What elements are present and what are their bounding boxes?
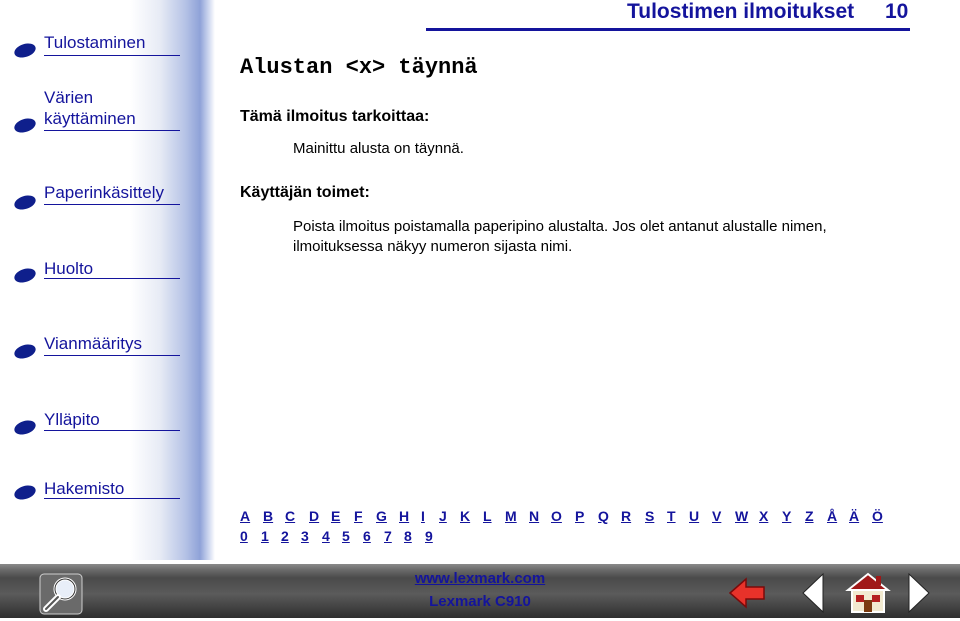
bullet-icon — [13, 116, 38, 135]
index-digit-link[interactable]: 5 — [342, 528, 350, 544]
website-link[interactable]: www.lexmark.com — [414, 570, 546, 587]
bullet-icon — [13, 266, 38, 285]
sidebar-item-underline — [44, 278, 180, 279]
index-letter-link[interactable]: F — [354, 508, 363, 524]
index-letter-link[interactable]: E — [331, 508, 341, 524]
sidebar-item-label: Värien — [44, 88, 94, 107]
index-digits — [240, 528, 460, 548]
sidebar — [0, 0, 215, 560]
sidebar-item-label: Tulostaminen — [44, 33, 146, 52]
index-letter-link[interactable]: Z — [805, 508, 814, 524]
index-digit-link[interactable]: 8 — [404, 528, 412, 544]
index-letter-link[interactable]: S — [645, 508, 655, 524]
index-letter-link[interactable]: Ä — [849, 508, 860, 524]
bullet-icon — [13, 418, 38, 437]
sidebar-item-tulostaminen[interactable] — [0, 30, 185, 70]
header-divider — [426, 28, 910, 31]
action-text-line1: Poista ilmoitus poistamalla paperipino alustalta. Jos olet antanut alustalle nimen, — [293, 218, 827, 235]
sidebar-item-paperinkasittely[interactable] — [0, 180, 185, 220]
sidebar-item-label: Hakemisto — [44, 479, 125, 498]
sidebar-item-vianmaaritys[interactable] — [0, 331, 185, 371]
index-letter-link[interactable]: K — [460, 508, 471, 524]
meaning-heading: Tämä ilmoitus tarkoittaa: — [240, 108, 430, 125]
product-name: Lexmark C910 — [429, 593, 531, 610]
footer-bar — [0, 564, 960, 618]
home-icon[interactable] — [844, 570, 892, 616]
sidebar-item-underline — [44, 430, 180, 431]
index-letter-link[interactable]: Y — [782, 508, 792, 524]
index-letter-link[interactable]: M — [505, 508, 517, 524]
sidebar-item-label: Ylläpito — [44, 410, 100, 429]
sidebar-item-huolto[interactable] — [0, 256, 185, 296]
chapter-title: Tulostimen ilmoitukset — [627, 0, 855, 23]
sidebar-item-yllapito[interactable] — [0, 407, 185, 447]
next-page-icon[interactable] — [907, 572, 931, 614]
bullet-icon — [13, 483, 38, 502]
sidebar-item-label: Vianmääritys — [44, 334, 142, 353]
index-letter-link[interactable]: R — [621, 508, 632, 524]
sidebar-item-underline — [44, 55, 180, 56]
index-letter-link[interactable]: I — [421, 508, 425, 524]
meaning-text: Mainittu alusta on täynnä. — [293, 140, 464, 157]
index-letter-link[interactable]: G — [376, 508, 387, 524]
sidebar-item-label: Huolto — [44, 259, 94, 278]
index-letter-link[interactable]: B — [263, 508, 274, 524]
index-digit-link[interactable]: 1 — [261, 528, 269, 544]
index-digit-link[interactable]: 6 — [363, 528, 371, 544]
index-letters — [240, 508, 890, 528]
bullet-icon — [13, 342, 38, 361]
index-digit-link[interactable]: 2 — [281, 528, 289, 544]
index-letter-link[interactable]: T — [667, 508, 676, 524]
page-number: 10 — [885, 0, 909, 23]
index-letter-link[interactable]: W — [735, 508, 749, 524]
previous-page-icon[interactable] — [801, 572, 825, 614]
index-digit-link[interactable]: 7 — [384, 528, 392, 544]
sidebar-item-underline — [44, 355, 180, 356]
index-letter-link[interactable]: Q — [598, 508, 609, 524]
index-letter-link[interactable]: C — [285, 508, 296, 524]
index-letter-link[interactable]: Ö — [872, 508, 883, 524]
index-letter-link[interactable]: D — [309, 508, 320, 524]
index-letter-link[interactable]: H — [399, 508, 410, 524]
sidebar-item-underline — [44, 204, 180, 205]
sidebar-item-underline — [44, 498, 180, 499]
bullet-icon — [13, 193, 38, 212]
index-letter-link[interactable]: P — [575, 508, 585, 524]
index-letter-link[interactable]: O — [551, 508, 562, 524]
action-heading: Käyttäjän toimet: — [240, 184, 370, 201]
index-letter-link[interactable]: N — [529, 508, 540, 524]
sidebar-item-underline — [44, 130, 180, 131]
action-text-line2: ilmoituksessa näkyy numeron sijasta nimi. — [293, 238, 573, 255]
index-letter-link[interactable]: U — [689, 508, 700, 524]
bullet-icon — [13, 41, 38, 60]
back-arrow-icon[interactable] — [728, 576, 766, 610]
index-digit-link[interactable]: 4 — [322, 528, 330, 544]
sidebar-item-label: Paperinkäsittely — [44, 183, 165, 202]
index-digit-link[interactable]: 9 — [425, 528, 433, 544]
sidebar-item-hakemisto[interactable] — [0, 476, 185, 516]
index-letter-link[interactable]: X — [759, 508, 769, 524]
index-letter-link[interactable]: J — [439, 508, 447, 524]
sidebar-item-varien-kayttaminen[interactable] — [0, 85, 185, 135]
index-digit-link[interactable]: 3 — [301, 528, 309, 544]
index-letter-link[interactable]: Å — [827, 508, 838, 524]
page-title: Alustan <x> täynnä — [240, 55, 478, 80]
index-letter-link[interactable]: A — [240, 508, 251, 524]
index-letter-link[interactable]: L — [483, 508, 492, 524]
sidebar-item-label-line2: käyttäminen — [44, 109, 136, 128]
index-letter-link[interactable]: V — [712, 508, 722, 524]
index-digit-link[interactable]: 0 — [240, 528, 248, 544]
